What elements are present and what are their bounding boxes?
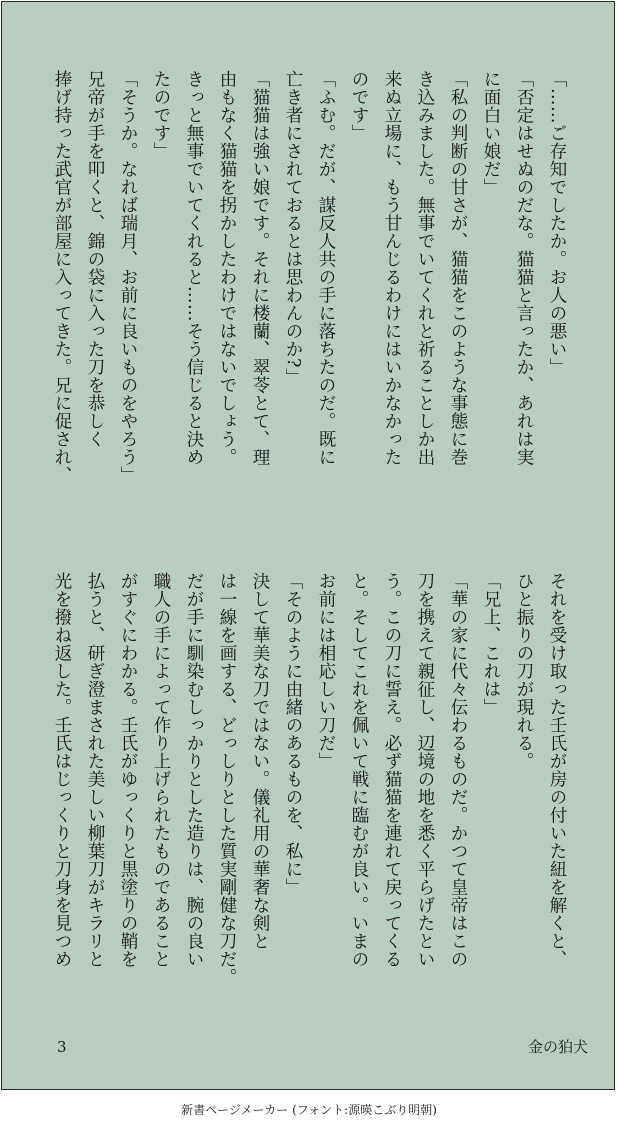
text-line: 亡き者にされておるとは思わんのか?」 xyxy=(283,70,303,386)
text-line: 「ふむ。だが、謀反人共の手に落ちたのだ。既に xyxy=(316,70,336,466)
text-line: きっと無事でいてくれると……そう信じると決め xyxy=(184,70,204,466)
text-line: だが手に馴染むしっかりとした造りは、腕の良い xyxy=(184,572,204,968)
text-line: と。そしてこれを佩いて戦に臨むが良い。いまの xyxy=(349,572,369,968)
text-line: 決して華美な刀ではない。儀礼用の華奢な剣と xyxy=(250,572,270,950)
text-line: 職人の手によって作り上げられたものであること xyxy=(151,572,171,968)
book-page xyxy=(1,1,615,1090)
text-line: う。この刀に誓え。必ず猫猫を連れて戻ってくる xyxy=(382,572,402,968)
text-line: き込みました。無事でいてくれと祈ることしか出 xyxy=(415,70,435,466)
text-line: のです」 xyxy=(349,70,369,142)
text-line: 捧げ持った武官が部屋に入ってきた。兄に促され、 xyxy=(52,70,72,484)
text-line: それを受け取った壬氏が房の付いた紐を解くと、 xyxy=(547,572,567,968)
text-line: 「華の家に代々伝わるものだ。かつて皇帝はこの xyxy=(448,572,468,968)
text-line: お前には相応しい刀だ」 xyxy=(316,572,336,770)
book-title: 金の狛犬 xyxy=(527,1038,588,1056)
text-line: 「そうか。なれば瑞月、お前に良いものをやろう」 xyxy=(118,70,138,484)
lower-text-block xyxy=(49,572,570,1012)
text-line: たのです」 xyxy=(151,70,171,160)
text-line: 「兄上、これは」 xyxy=(481,572,501,716)
footer-credit: 新書ページメーカー (フォント:源暎こぶり明朝) xyxy=(181,1103,437,1117)
text-line: 「否定はせぬのだな。猫猫と言ったか、あれは実 xyxy=(514,70,534,466)
page-number: 3 xyxy=(57,1038,67,1056)
upper-text-block xyxy=(49,70,570,510)
text-line: 「……ご存知でしたか。お人の悪い」 xyxy=(547,70,567,376)
text-line: ひと振りの刀が現れる。 xyxy=(514,572,534,770)
text-line: 光を撥ね返した。壬氏はじっくりと刀身を見つめ xyxy=(52,572,72,968)
text-line: 刀を携えて親征し、辺境の地を悉く平らげたとい xyxy=(415,572,435,968)
text-line: に面白い娘だ」 xyxy=(481,70,501,196)
text-line: 「私の判断の甘さが、猫猫をこのような事態に巻 xyxy=(448,70,468,466)
text-line: 「猫猫は強い娘です。それに楼蘭、翠苓とて、理 xyxy=(250,70,270,466)
text-line: がすぐにわかる。壬氏がゆっくりと黒塗りの鞘を xyxy=(118,572,138,968)
text-line: 「そのように由緒のあるものを、私に」 xyxy=(283,572,303,896)
text-line: は一線を画する、どっしりとした質実剛健な刀だ。 xyxy=(217,572,237,986)
text-line: 兄帝が手を叩くと、錦の袋に入った刀を恭しく xyxy=(85,70,105,448)
text-line: 払うと、研ぎ澄まされた美しい柳葉刀がキラリと xyxy=(85,572,105,968)
text-line: 来ぬ立場に、もう甘んじるわけにはいかなかった xyxy=(382,70,402,466)
text-line: 由もなく猫猫を拐かしたわけではないでしょう。 xyxy=(217,70,237,466)
